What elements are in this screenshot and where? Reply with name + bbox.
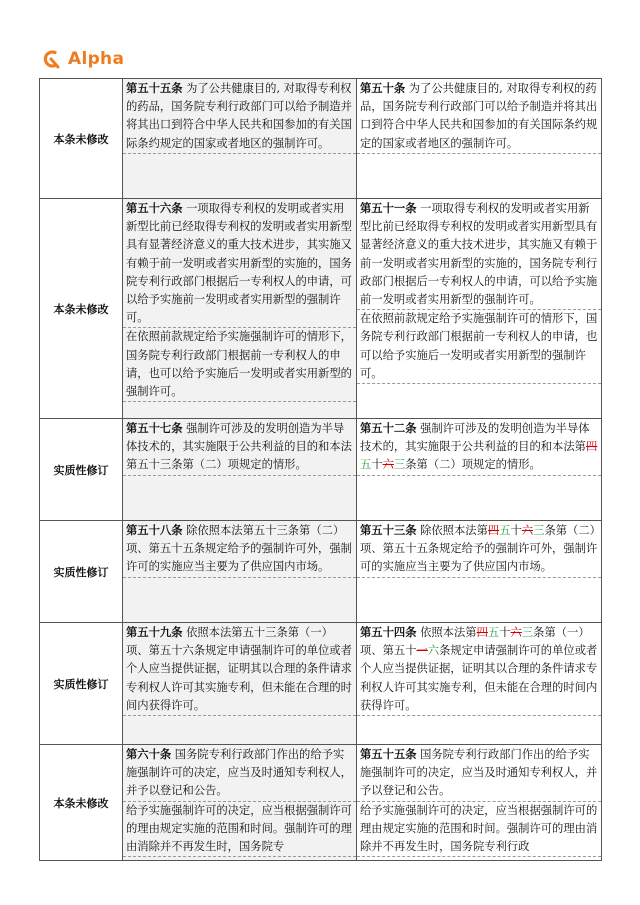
revision-type: 实质性修订 bbox=[40, 419, 123, 521]
logo bbox=[40, 44, 124, 74]
new-clause-text bbox=[357, 310, 601, 384]
old-clause-cell bbox=[123, 199, 357, 419]
clause-body: 为了公共健康目的, 对取得专利权的药品，国务院专利行政部门可以给予制造并将其出口到符合中华人民共和国参加的有关国际条约规定的国家或者地区的强制许可。 bbox=[126, 82, 352, 150]
table-row bbox=[40, 199, 602, 419]
clause-body: 除依照本法第 bbox=[416, 524, 488, 537]
new-clause-cell bbox=[357, 521, 602, 623]
inserted-text: 五 bbox=[499, 524, 511, 537]
article-number: 第五十五条 bbox=[360, 747, 417, 761]
new-clause-text bbox=[357, 802, 601, 858]
article-number: 第五十八条 bbox=[126, 523, 183, 537]
inserted-text: 六 bbox=[427, 644, 440, 658]
revision-type: 本条未修改 bbox=[40, 199, 123, 419]
revision-type: 本条未修改 bbox=[40, 79, 123, 199]
deleted-text: 四 bbox=[476, 626, 488, 639]
article-number: 第六十条 bbox=[126, 747, 172, 761]
new-clause-cell bbox=[357, 623, 602, 745]
old-clause-cell bbox=[123, 419, 357, 521]
article-number: 第五十六条 bbox=[126, 201, 183, 215]
clause-body: 条第（二）项规定的情形。 bbox=[405, 458, 541, 472]
clause-body: 为了公共健康目的, 对取得专利权的药品，国务院专利行政部门可以给予制造并将其出口到符合中华人民共和国参加的有关国际条约规定的国家或者地区的强制许可。 bbox=[360, 82, 598, 150]
clause-body: 国务院专利行政部门作出的给予实施强制许可的决定，应当及时通知专利权人，并予以登记和公告。 bbox=[360, 748, 598, 798]
revision-type: 本条未修改 bbox=[40, 745, 123, 861]
new-clause-cell bbox=[357, 419, 602, 521]
old-clause-cell bbox=[123, 623, 357, 745]
logo-text: Alpha bbox=[68, 49, 125, 69]
clause-body: 十 bbox=[510, 524, 522, 537]
table-row bbox=[40, 745, 602, 861]
new-clause-text bbox=[357, 521, 601, 578]
article-number: 第五十三条 bbox=[360, 523, 417, 537]
new-clause-text bbox=[357, 79, 601, 154]
deleted-text: 一 bbox=[416, 644, 428, 658]
old-clause-text bbox=[123, 328, 356, 402]
old-clause-text bbox=[123, 521, 356, 578]
old-clause-cell bbox=[123, 79, 357, 199]
clause-body: 给予实施强制许可的决定，应当根据强制许可的理由规定实施的范围和时间。强制许可的理由消除并不再发生时，国务院专利行政 bbox=[360, 803, 598, 854]
clause-body: 依照本法第五十三条第（一）项、第五十六条规定申请强制许可的单位或者个人应当提供证据，证明其以合理的条件请求专利权人许可其实施专利，但未能在合理的时间内获得许可。 bbox=[126, 626, 352, 712]
clause-body: 十 bbox=[371, 458, 383, 472]
new-clause-cell bbox=[357, 79, 602, 199]
clause-body: 国务院专利行政部门作出的给予实施强制许可的决定，应当及时通知专利权人，并予以登记和公告。 bbox=[126, 748, 352, 798]
revision-type: 实质性修订 bbox=[40, 521, 123, 623]
clause-body: 强制许可涉及的发明创造为半导体技术的，其实施限于公共利益的目的和本法第五十三条第（二）项规定的情形。 bbox=[126, 422, 352, 472]
article-number: 第五十五条 bbox=[126, 81, 183, 95]
new-clause-text bbox=[357, 745, 601, 802]
clause-body: 条第（一）项、第五十 bbox=[360, 626, 590, 658]
deleted-text: 六 bbox=[382, 458, 394, 472]
deleted-text: 六 bbox=[521, 524, 534, 537]
old-clause-cell bbox=[123, 745, 357, 861]
old-clause-text bbox=[123, 419, 356, 476]
inserted-text: 三 bbox=[393, 458, 406, 472]
old-clause-cell bbox=[123, 521, 357, 623]
clause-body: 条规定申请强制许可的单位或者个人应当提供证据，证明其以合理的条件请求专利权人许可其实施专利，但未能在合理的时间内获得许可。 bbox=[360, 644, 598, 712]
new-clause-text bbox=[357, 623, 601, 716]
old-clause-text bbox=[123, 199, 356, 328]
old-clause-text bbox=[123, 79, 356, 154]
revision-type: 实质性修订 bbox=[40, 623, 123, 745]
inserted-text: 五 bbox=[487, 626, 500, 639]
comparison-table bbox=[39, 78, 602, 861]
clause-body: 给予实施强制许可的决定，应当根据强制许可的理由规定实施的范围和时间。强制许可的理由消除并不再发生时，国务院专 bbox=[126, 803, 352, 854]
clause-body: 一项取得专利权的发明或者实用新型比前已经取得专利权的发明或者实用新型具有显著经济意义的重大技术进步，其实施又有赖于前一发明或者实用新型的实施的，国务院专利行政部门根据后一专利权人的申请，可以给予实施前一发明或者实用新型的强制许可。 bbox=[126, 202, 352, 325]
clause-body: 在依照前款规定给予实施强制许可的情形下，国务院专利行政部门根据前一专利权人的申请，也可以给予实施后一发明或者实用新型的强制许可。 bbox=[126, 330, 352, 399]
table-row bbox=[40, 623, 602, 745]
new-clause-text bbox=[357, 199, 601, 310]
article-number: 第五十一条 bbox=[360, 201, 417, 215]
inserted-text: 五 bbox=[360, 458, 372, 472]
new-clause-cell bbox=[357, 199, 602, 419]
old-clause-text bbox=[123, 745, 356, 802]
clause-body: 除依照本法第五十三条第（二）项、第五十五条规定给予的强制许可外，强制许可的实施应当主要为了供应国内市场。 bbox=[126, 524, 352, 574]
clause-body: 条第（二）项、第五十五条规定给予的强制许可外，强制许可的实施应当主要为了供应国内市场。 bbox=[360, 524, 598, 574]
clause-body: 依照本法第 bbox=[416, 626, 477, 639]
inserted-text: 三 bbox=[533, 524, 545, 537]
clause-body: 一项取得专利权的发明或者实用新型比前已经取得专利权的发明或者实用新型具有显著经济意义的重大技术进步，其实施又有赖于前一发明或者实用新型的实施的，国务院专利行政部门根据后一专利权人的申请，可以给予实施前一发明或者实用新型的强制许可。 bbox=[360, 202, 598, 307]
article-number: 第五十七条 bbox=[126, 421, 183, 435]
clause-body: 在依照前款规定给予实施强制许可的情形下，国务院专利行政部门根据前一专利权人的申请，也可以给予实施后一发明或者实用新型的强制许可。 bbox=[360, 312, 598, 380]
table-row bbox=[40, 79, 602, 199]
alpha-logo-icon bbox=[40, 48, 60, 70]
deleted-text: 四 bbox=[487, 524, 500, 537]
article-number: 第五十四条 bbox=[360, 625, 417, 639]
table-row bbox=[40, 419, 602, 521]
old-clause-text bbox=[123, 802, 356, 858]
deleted-text: 六 bbox=[510, 626, 522, 639]
new-clause-cell bbox=[357, 745, 602, 861]
table-row bbox=[40, 521, 602, 623]
article-number: 第五十条 bbox=[360, 81, 406, 95]
clause-body: 强制许可涉及的发明创造为半导体技术的，其实施限于公共利益的目的和本法第 bbox=[360, 422, 590, 454]
new-clause-text bbox=[357, 419, 601, 476]
article-number: 第五十二条 bbox=[360, 421, 417, 435]
article-number: 第五十九条 bbox=[126, 625, 183, 639]
inserted-text: 三 bbox=[521, 626, 534, 639]
deleted-text: 四 bbox=[585, 440, 598, 454]
clause-body: 十 bbox=[499, 626, 511, 639]
old-clause-text bbox=[123, 623, 356, 716]
